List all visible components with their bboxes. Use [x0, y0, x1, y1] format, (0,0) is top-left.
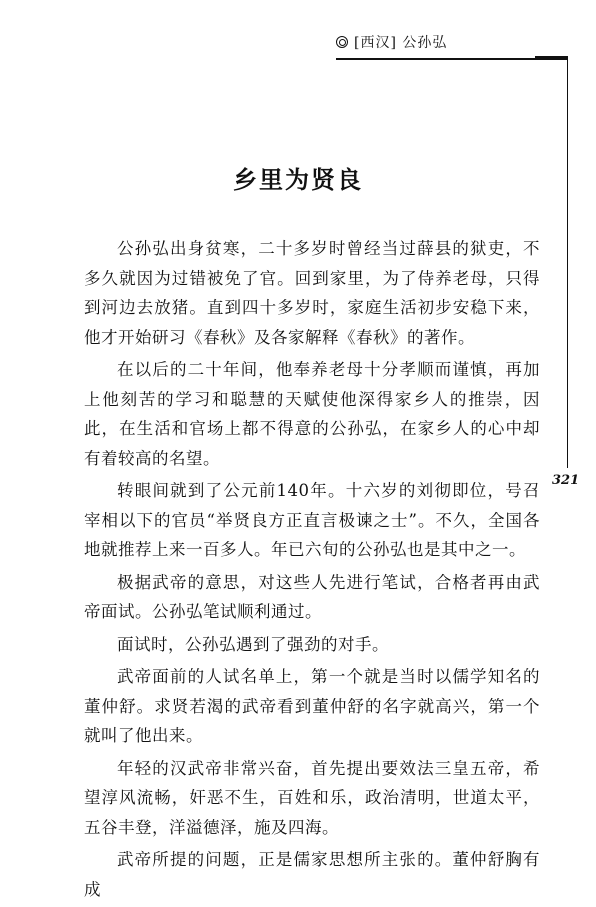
header-rule-accent [535, 56, 568, 60]
chapter-title: 乡里为贤良 [233, 166, 363, 194]
page-number: 321 [552, 473, 580, 488]
running-title: [西汉] 公孙弘 [354, 35, 448, 51]
paragraph: 转眼间就到了公元前140年。十六岁的刘彻即位，号召宰相以下的官员“举贤良方正直言极谏之士”。不久，全国各地就推荐上来一百多人。年已六旬的公孙弘也是其中之一。 [84, 481, 540, 559]
paragraph: 武帝面前的人试名单上，第一个就是当时以儒学知名的董仲舒。求贤若渴的武帝看到董仲舒的名字就高兴，第一个就叫了他出来。 [84, 667, 540, 745]
paragraph: 年轻的汉武帝非常兴奋，首先提出要效法三皇五帝，希望淳风流畅，奸恶不生，百姓和乐，政治清明，世道太平，五谷丰登，洋溢德泽，施及四海。 [84, 758, 540, 837]
side-rule [567, 58, 568, 468]
running-header [336, 32, 447, 52]
paragraph: 在以后的二十年间，他奉养老母十分孝顺而谨慎，再加上他刻苦的学习和聪慧的天赋使他深得家乡人的推崇，因此，在生活和官场上都不得意的公孙弘，在家乡人的心中却有着较高的名望。 [84, 360, 540, 468]
paragraph: 武帝所提的问题，正是儒家思想所主张的。董仲舒胸有成 [84, 850, 540, 899]
circle-ornament-icon [336, 36, 348, 48]
header-rule [336, 58, 568, 60]
paragraph: 面试时，公孙弘遇到了强劲的对手。 [117, 634, 389, 654]
paragraph: 公孙弘出身贫寒，二十多岁时曾经当过薛县的狱吏，不多久就因为过错被免了官。回到家里，为了侍养老母，只得到河边去放猪。直到四十多岁时，家庭生活初步安稳下来，他才开始研习《春秋》及各家解释《春秋》的著作。 [84, 239, 540, 347]
paragraph: 极据武帝的意思，对这些人先进行笔试，合格者再由武帝面试。公孙弘笔试顺利通过。 [84, 572, 540, 621]
body-text [84, 234, 540, 907]
